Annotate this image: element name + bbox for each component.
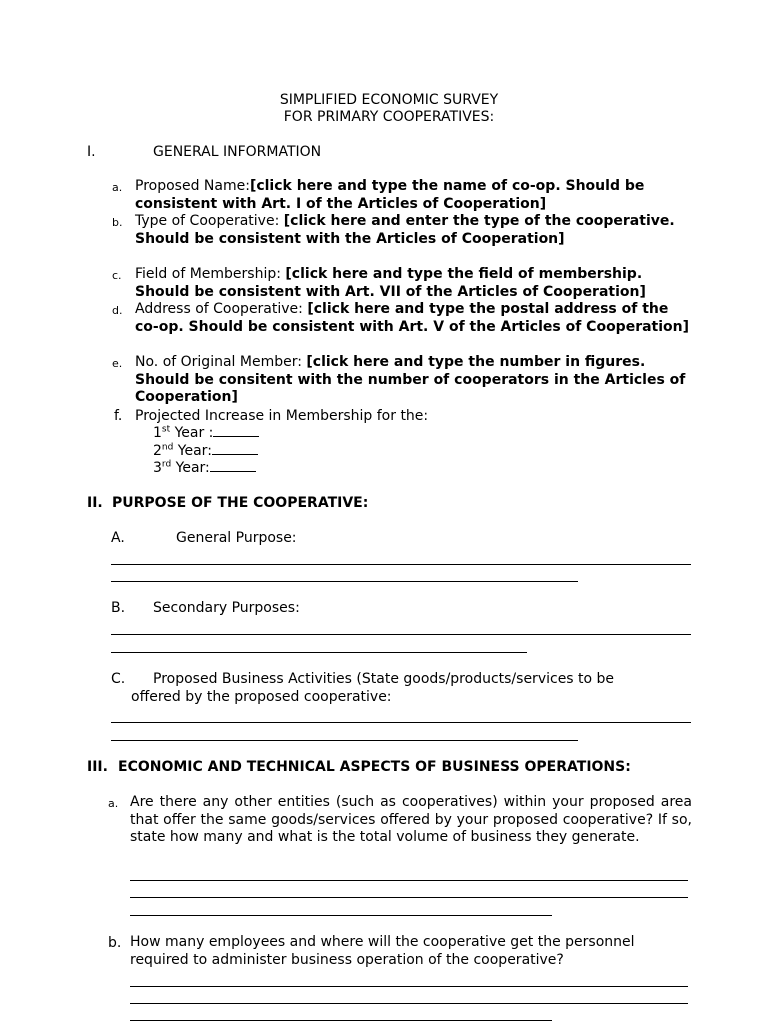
item-hint[interactable]: [click here and type the name of co-op. Should be consistent with Art. I of the Articles of Cooperation]	[135, 178, 645, 212]
year3-num: 3	[153, 460, 162, 476]
field-of-membership-field[interactable]	[135, 266, 695, 301]
year1-num: 1	[153, 425, 162, 441]
general-purpose-line-2[interactable]	[111, 581, 578, 582]
year2-num: 2	[153, 443, 162, 459]
section1-number: I.	[87, 144, 96, 160]
item-label: No. of Original Member:	[135, 354, 307, 370]
section3-title: ECONOMIC AND TECHNICAL ASPECTS OF BUSINESS OPERATIONS:	[118, 759, 631, 775]
general-purpose-line-1[interactable]	[111, 564, 691, 565]
item-d-marker: d.	[112, 304, 123, 317]
item-label: Address of Cooperative:	[135, 301, 308, 317]
section2-number: II.	[87, 495, 103, 511]
question-b-text: How many employees and where will the cooperative get the personnel required to administer business operation of the cooperative?	[130, 934, 635, 968]
year3-row	[153, 459, 256, 477]
item-hint[interactable]: [click here and enter the type of the cooperative. Should be consistent with the Articles of Cooperation]	[135, 213, 675, 247]
proposed-name-field[interactable]	[135, 178, 695, 213]
item-c-marker: c.	[112, 269, 122, 282]
item-a-marker: a.	[112, 181, 123, 194]
year1-label: Year :	[170, 425, 214, 441]
item-e-marker: e.	[112, 357, 123, 370]
item-b-marker: b.	[112, 216, 123, 229]
original-members-field[interactable]	[135, 354, 695, 407]
projected-increase-label: Projected Increase in Membership for the:	[135, 408, 429, 424]
question-a-line-3[interactable]	[130, 915, 552, 916]
purpose-a-marker: A.	[111, 530, 125, 546]
item-label: Type of Cooperative:	[135, 213, 284, 229]
question-b-marker: b.	[108, 935, 122, 951]
item-label: Proposed Name:	[135, 178, 250, 194]
secondary-purposes-line-1[interactable]	[111, 634, 691, 635]
question-b-line-2[interactable]	[130, 1003, 688, 1004]
year3-input[interactable]	[210, 459, 256, 472]
year3-label: Year:	[171, 460, 210, 476]
question-a-line-1[interactable]	[130, 880, 688, 881]
item-hint[interactable]: [click here and type the number in figures. Should be consitent with the number of cooperators in the Articles of Cooperation]	[135, 354, 686, 405]
year2-sup: nd	[161, 442, 174, 453]
item-hint[interactable]: [click here and type the field of membership. Should be consistent with Art. VII of the Articles of Cooperation]	[135, 266, 646, 300]
year1-input[interactable]	[213, 424, 259, 437]
general-purpose-label: General Purpose:	[176, 530, 297, 546]
question-a-line-2[interactable]	[130, 897, 688, 898]
cooperative-type-field[interactable]	[135, 213, 695, 248]
business-activities-label-1: Proposed Business Activities (State goods/products/services to be	[153, 671, 615, 687]
year1-row	[153, 424, 259, 442]
year1-sup: st	[161, 424, 171, 435]
question-a-text: Are there any other entities (such as cooperatives) within your proposed area that offer the same goods/services offered by your proposed cooperative? If so, state how many and what is the total volume of business they generate.	[130, 794, 692, 845]
business-activities-line-2[interactable]	[111, 740, 578, 741]
purpose-b-marker: B.	[111, 600, 126, 616]
question-b-line-1[interactable]	[130, 986, 688, 987]
year3-sup: rd	[161, 459, 172, 470]
section3-number: III.	[87, 759, 108, 775]
item-label: Field of Membership:	[135, 266, 286, 282]
question-b-line-3[interactable]	[130, 1020, 552, 1021]
section2-title: PURPOSE OF THE COOPERATIVE:	[112, 495, 369, 511]
document-title-line1: SIMPLIFIED ECONOMIC SURVEY	[279, 92, 499, 108]
question-a-marker: a.	[108, 797, 119, 810]
item-hint[interactable]: [click here and type the postal address of the co-op. Should be consistent with Art. V of the Articles of Cooperation]	[135, 301, 690, 335]
section1-title: GENERAL INFORMATION	[153, 144, 322, 160]
item-f-marker: f.	[114, 408, 123, 424]
purpose-c-marker: C.	[111, 671, 126, 687]
secondary-purposes-label: Secondary Purposes:	[153, 600, 300, 616]
document-title-line2: FOR PRIMARY COOPERATIVES:	[283, 109, 495, 125]
year2-input[interactable]	[212, 442, 258, 455]
year2-label: Year:	[173, 443, 212, 459]
cooperative-address-field[interactable]	[135, 301, 695, 336]
secondary-purposes-line-2[interactable]	[111, 652, 527, 653]
business-activities-line-1[interactable]	[111, 722, 691, 723]
year2-row	[153, 442, 258, 460]
business-activities-label-2: offered by the proposed cooperative:	[131, 689, 392, 705]
